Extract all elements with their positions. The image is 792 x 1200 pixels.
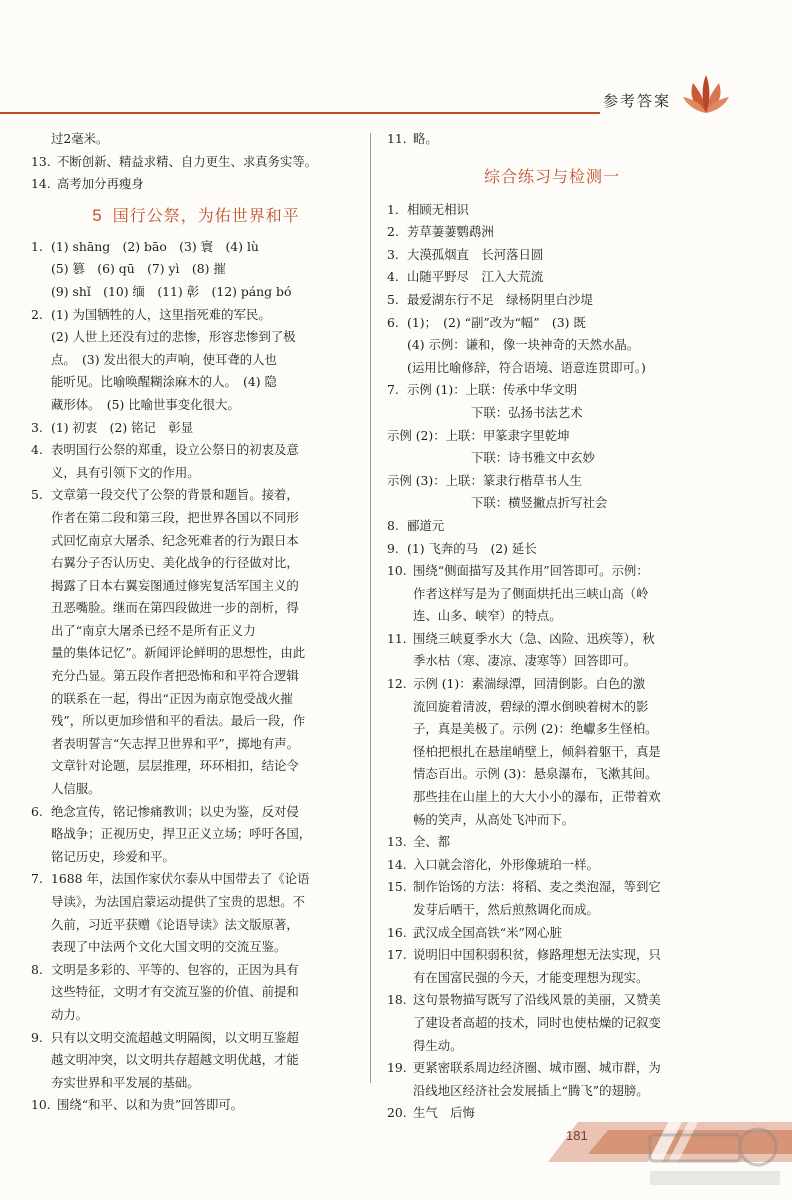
item-number: 4.	[31, 442, 43, 458]
list-item	[387, 944, 717, 989]
item-line: (1) 初衷 (2) 铭记 彰显	[51, 419, 194, 435]
item-line: 人信服。	[51, 781, 101, 797]
item-line: 得生动。	[413, 1037, 463, 1053]
list-item	[387, 128, 717, 151]
item-number: 8.	[31, 961, 43, 977]
list-item	[31, 128, 361, 151]
item-line: 铭记历史，珍爱和平。	[51, 848, 175, 864]
list-item	[387, 538, 717, 561]
item-number: 20.	[387, 1105, 407, 1121]
item-number: 5.	[387, 291, 399, 307]
item-number: 7.	[31, 871, 43, 887]
item-line: (9) shǐ (10) 缅 (11) 彰 (12) páng bó	[51, 283, 292, 299]
couplet-upper	[387, 470, 717, 493]
item-number: 15.	[387, 879, 407, 895]
couplet-label: 示例 (3)：	[387, 472, 446, 488]
item-line: 点。 (3) 发出很大的声响，使耳聋的人也	[51, 351, 277, 367]
list-item	[387, 312, 717, 380]
page-number: 181	[566, 1128, 588, 1143]
list-item	[31, 1094, 361, 1117]
item-line: 右翼分子否认历史、美化战争的行径做对比，	[51, 555, 299, 571]
item-line: 充分凸显。第五段作者把恐怖和和平符合逻辑	[51, 668, 299, 684]
item-number: 19.	[387, 1060, 407, 1076]
item-line: 导读》，为法国启蒙运动提供了宝贵的思想。不	[51, 894, 306, 909]
item-text: 略。	[413, 131, 438, 146]
item-line: 藏形体。 (5) 比喻世事变化很大。	[51, 396, 240, 412]
list-item	[387, 560, 717, 628]
item-number: 14.	[387, 856, 407, 872]
item-line: 山随平野尽 江入大荒流	[407, 269, 544, 285]
item-line: (5) 篡 (6) qū (7) yì (8) 摧	[51, 261, 226, 277]
item-line: 绝念宣传，铭记惨痛教训；以史为鉴，反对侵	[51, 803, 299, 819]
item-number: 5.	[31, 487, 43, 503]
item-line: 相顾无相识	[407, 201, 469, 217]
list-item	[387, 1057, 717, 1102]
list-item	[387, 628, 717, 673]
leaf-ornament-icon	[683, 73, 729, 117]
item-line: 生气 后悔	[413, 1105, 475, 1121]
section-number: 5	[92, 205, 103, 225]
item-line: (1) shāng (2) bāo (3) 寰 (4) lù	[51, 238, 259, 254]
list-item	[31, 959, 361, 1027]
item-number: 6.	[31, 803, 43, 819]
item-number: 4.	[387, 269, 399, 285]
item-line: 的联系在一起，得出“正因为南京饱受战火摧	[51, 690, 293, 706]
item-line: 怪柏把根扎在悬崖峭壁上，倾斜着躯干，真是	[413, 743, 661, 759]
section-title-text: 国行公祭，为佑世界和平	[112, 205, 300, 225]
item-line: 略战争；正视历史，捍卫正义立场；呼吁各国，	[51, 826, 312, 842]
item-number: 11.	[387, 630, 407, 646]
list-item	[387, 515, 717, 538]
item-line: 丑恶嘴脸。继而在第四段做进一步的剖析，得	[51, 600, 299, 616]
item-number: 18.	[387, 992, 407, 1008]
list-item	[387, 289, 717, 312]
item-text: 过2毫米。	[51, 131, 109, 146]
list-item	[31, 439, 361, 484]
item-line: 说明旧中国积弱积贫，修路理想无法实现，只	[413, 947, 661, 963]
item-line: 这些特征，文明才有交流互鉴的价值、前提和	[51, 984, 299, 1000]
item-line: 越文明冲突，以文明共存超越文明优越，才能	[51, 1052, 299, 1068]
item-line: (运用比喻修辞，符合语境、语意连贯即可。)	[407, 359, 646, 375]
item-line: 季水枯（寒、凄凉、凄寒等）回答即可。	[413, 653, 637, 669]
item-line: 流回旋着清波，碧绿的潭水倒映着树木的影	[413, 698, 649, 714]
item-line: 文明是多彩的、平等的、包容的，正因为具有	[51, 961, 299, 977]
item-number: 6.	[387, 314, 399, 330]
list-item	[387, 221, 717, 244]
list-item	[387, 266, 717, 289]
couplet-lower: 下联：诗书雅文中玄妙	[471, 450, 595, 466]
item-line: 制作饴饧的方法：将稻、麦之类泡湿，等到它	[413, 879, 661, 895]
section-title	[31, 202, 361, 230]
item-line: 武汉成全国高铁“米”网心脏	[413, 924, 562, 940]
item-number: 3.	[387, 246, 399, 262]
column-divider	[370, 133, 371, 1083]
couplet-lower: 下联：弘扬书法艺术	[471, 404, 583, 420]
item-line: 郦道元	[407, 517, 445, 533]
right-column	[387, 128, 717, 1125]
item-line: (1)； (2) “副”改为“幅” (3) 既	[407, 314, 586, 330]
item-line: 芳草萋萋鹦鹉洲	[407, 224, 494, 240]
couplet-list	[387, 379, 717, 515]
item-line: 沿线地区经济社会发展插上“腾飞”的翅膀。	[413, 1082, 649, 1098]
left-column	[31, 128, 361, 1117]
item-number: 1.	[31, 238, 43, 254]
list-item	[31, 801, 361, 869]
list-item	[387, 673, 717, 831]
item-line: 围绕“和平、以和为贵”回答即可。	[57, 1097, 244, 1113]
item-number: 10.	[31, 1097, 51, 1113]
item-line: (4) 示例：谦和，像一块神奇的天然水晶。	[407, 337, 640, 353]
couplet-lower: 下联：横竖撇点折写社会	[471, 495, 608, 511]
item-line: 那些挂在山崖上的大大小小的瀑布，正带着欢	[413, 789, 661, 805]
couplet-upper-text: 上联：篆隶行楷草书人生	[445, 472, 582, 488]
item-line: 只有以文明交流超越文明隔阂，以文明互鉴超	[51, 1029, 299, 1045]
item-line: 者表明誓言“矢志捍卫世界和平”，掷地有声。	[51, 735, 300, 751]
item-line: 夯实世界和平发展的基础。	[51, 1074, 200, 1090]
list-item	[387, 199, 717, 222]
item-text: 不断创新、精益求精、自力更生、求真务实等。	[57, 153, 318, 169]
list-item	[31, 484, 361, 800]
item-line: 表明国行公祭的郑重，设立公祭日的初衷及意	[51, 442, 299, 458]
answer-list	[31, 236, 361, 1117]
list-item	[31, 236, 361, 304]
couplet-label: 示例 (2)：	[387, 427, 446, 443]
item-number: 12.	[387, 676, 407, 692]
item-line: 文章针对论题，层层推理，环环相扣，结论令	[51, 758, 299, 774]
item-number: 14.	[31, 176, 51, 192]
list-item	[387, 854, 717, 877]
item-line: 了建设者高超的技术，同时也使枯燥的记叙变	[413, 1014, 661, 1030]
item-line: 文章第一段交代了公祭的背景和题旨。接着，	[51, 487, 299, 503]
item-line: 最爱湖东行不足 绿杨阴里白沙堤	[407, 291, 593, 307]
item-line: 这句景物描写既写了沿线风景的美丽，又赞美	[413, 992, 661, 1008]
couplet-answers	[387, 379, 717, 515]
item-number: 2.	[31, 306, 43, 322]
item-line: 子，真是美极了。示例 (2)：绝巘多生怪柏。	[413, 721, 658, 737]
item-number: 3.	[31, 419, 43, 435]
watermark-logo-icon	[640, 1115, 790, 1195]
item-line: 围绕三峡夏季水大（急、凶险、迅疾等），秋	[413, 630, 655, 646]
item-line: 连、山多、峡窄）的特点。	[413, 608, 562, 624]
list-item	[31, 173, 361, 196]
list-item	[387, 244, 717, 267]
item-number: 8.	[387, 517, 399, 533]
header-title: 参考答案	[603, 92, 672, 110]
item-text: 高考加分再瘦身	[57, 176, 144, 192]
item-number: 13.	[31, 153, 51, 169]
list-item	[31, 1027, 361, 1095]
item-line: 发芽后晒干，然后煎熬调化而成。	[413, 902, 599, 917]
list-item	[31, 417, 361, 440]
item-number: 13.	[387, 834, 407, 850]
couplet-upper	[407, 379, 717, 402]
list-item	[387, 989, 717, 1057]
item-number: 9.	[387, 540, 399, 556]
item-line: 式回忆南京大屠杀、纪念死难者的行为跟日本	[51, 532, 299, 548]
item-number: 2.	[387, 224, 399, 240]
item-line: 1688 年，法国作家伏尔泰从中国带去了《论语	[51, 871, 310, 887]
item-number: 1.	[387, 201, 399, 217]
list-item	[387, 922, 717, 945]
item-line: (1) 飞奔的马 (2) 延长	[407, 540, 537, 556]
list-item	[387, 876, 717, 921]
list-item	[31, 151, 361, 174]
item-number: 17.	[387, 947, 407, 963]
item-line: 表现了中法两个文化大国文明的交流互鉴。	[51, 939, 287, 955]
answer-list	[387, 199, 717, 380]
item-line: (2) 人世上还没有过的悲惨，形容悲惨到了极	[51, 329, 296, 345]
item-line: 有在国富民强的今天，才能变理想为现实。	[413, 969, 649, 985]
item-line: 义，具有引领下文的作用。	[51, 464, 200, 480]
header-rule	[0, 112, 600, 114]
item-line: 入口就会溶化，外形像琥珀一样。	[413, 856, 599, 872]
item-line: 更紧密联系周边经济圈、城市圈、城市群，为	[413, 1060, 661, 1076]
list-item	[31, 304, 361, 417]
answer-list	[387, 515, 717, 1125]
list-item	[31, 868, 361, 958]
item-number: 16.	[387, 924, 407, 940]
item-line: 出了“南京大屠杀已经不是所有正义力	[51, 622, 256, 638]
item-line: 作者在第二段和第三段，把世界各国以不同形	[51, 509, 299, 525]
item-line: (1) 为国牺牲的人，这里指死难的军民。	[51, 306, 271, 322]
item-line: 能听见。比喻唤醒糊涂麻木的人。 (4) 隐	[51, 374, 277, 390]
item-line: 久前，习近平获赠《论语导读》法文版原著，	[51, 916, 299, 932]
item-line: 情态百出。示例 (3)：悬泉瀑布，飞漱其间。	[413, 766, 658, 782]
section-title: 综合练习与检测一	[483, 166, 620, 186]
item-number: 10.	[387, 563, 407, 579]
couplet-upper	[387, 425, 717, 448]
item-line: 揭露了日本右翼妄图通过修宪复活军国主义的	[51, 577, 299, 593]
item-line: 围绕“侧面描写及其作用”回答即可。示例：	[413, 563, 649, 579]
item-number: 7.	[387, 382, 399, 398]
item-line: 残”，所以更加珍惜和平的看法。最后一段，作	[51, 713, 306, 729]
list-item	[387, 831, 717, 854]
item-line: 畅的笑声，从高处飞冲而下。	[413, 811, 575, 827]
item-line: 全、都	[413, 834, 451, 850]
couplet-upper-text: 上联：甲篆隶字里乾坤	[445, 427, 570, 443]
page-header	[0, 0, 792, 140]
item-line: 动力。	[51, 1006, 89, 1022]
item-number: 9.	[31, 1029, 43, 1045]
item-number: 11.	[387, 131, 407, 146]
item-line: 大漠孤烟直 长河落日圆	[407, 246, 544, 262]
item-line: 示例 (1)：素湍绿潭，回清倒影。白色的激	[413, 676, 646, 692]
couplet-label: 示例 (1)：	[407, 382, 466, 398]
couplet-upper-text: 上联：传承中华文明	[465, 382, 578, 398]
item-line: 量的集体记忆”。新闻评论鲜明的思想性，由此	[51, 645, 306, 661]
item-line: 作者这样写是为了侧面烘托出三峡山高（岭	[413, 585, 649, 601]
